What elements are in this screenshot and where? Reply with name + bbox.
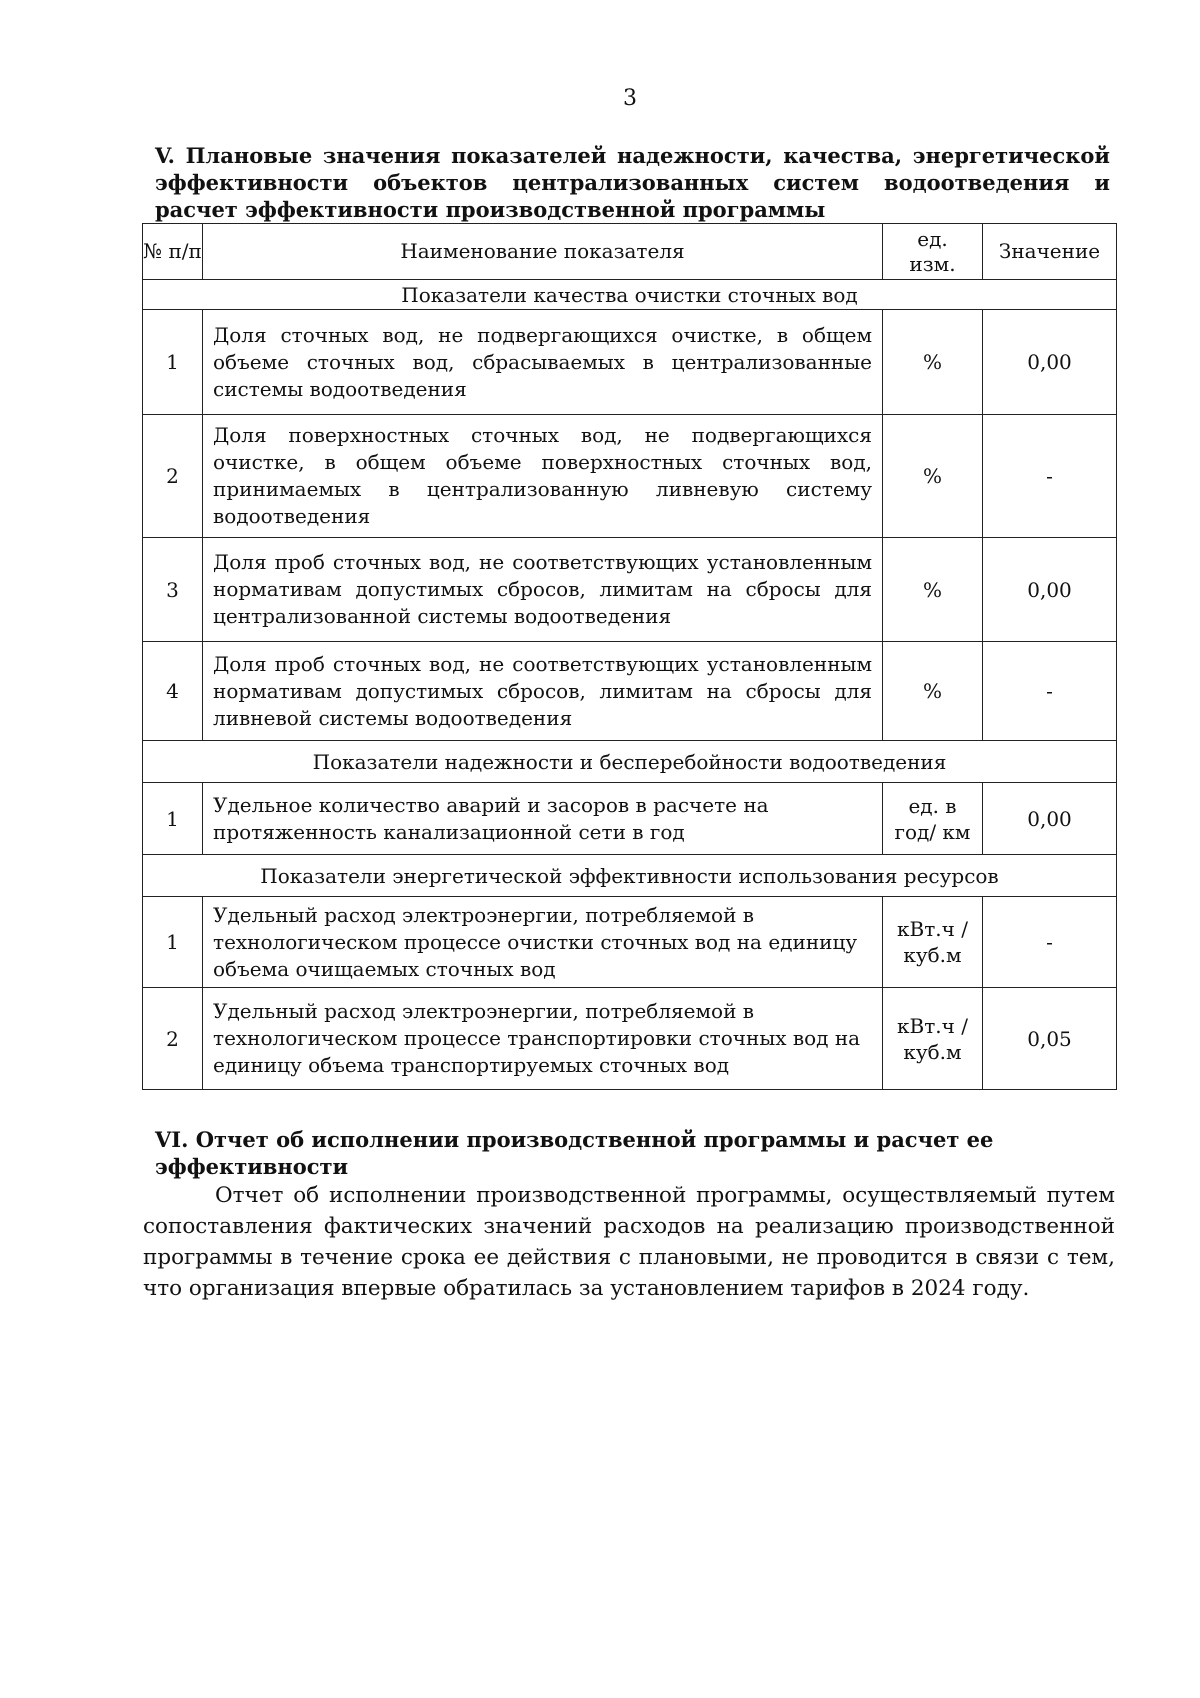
row-unit: кВт.ч / куб.м [883,988,983,1090]
row-unit: кВт.ч / куб.м [883,897,983,988]
header-unit: ед. изм. [883,224,983,280]
row-num: 4 [143,642,203,741]
group-title-energy: Показатели энергетической эффективности использования ресурсов [143,855,1117,897]
row-name: Удельное количество аварий и засоров в расчете на протяженность канализационной сети в год [203,783,883,855]
row-value: - [983,642,1117,741]
page-number: 3 [623,86,637,111]
row-name: Доля проб сточных вод, не соответствующих установленным нормативам допустимых сбросов, лимитам на сбросы для централизованной системы водоотведения [203,538,883,642]
table-row [143,310,1117,415]
row-num: 1 [143,897,203,988]
row-unit: % [883,538,983,642]
header-num: № п/п [143,224,203,280]
row-name: Доля поверхностных сточных вод, не подвергающихся очистке, в общем объеме поверхностных сточных вод, принимаемых в централизованную ливневую систему водоотведения [203,415,883,538]
row-unit: % [883,642,983,741]
table-header-row [143,224,1117,280]
row-name: Доля сточных вод, не подвергающихся очистке, в общем объеме сточных вод, сбрасываемых в централизованные системы водоотведения [203,310,883,415]
group-title-row [143,741,1117,783]
row-unit: % [883,415,983,538]
row-name: Удельный расход электроэнергии, потребляемой в технологическом процессе транспортировки сточных вод на единицу объема транспортируемых сточных вод [203,988,883,1090]
row-value: - [983,897,1117,988]
row-value: 0,00 [983,783,1117,855]
row-value: 0,05 [983,988,1117,1090]
table-row [143,988,1117,1090]
row-unit: % [883,310,983,415]
row-num: 3 [143,538,203,642]
group-title-row [143,855,1117,897]
row-value: 0,00 [983,310,1117,415]
row-num: 1 [143,783,203,855]
section-v-heading: V. Плановые значения показателей надежности, качества, энергетической эффективности объектов централизованных систем водоотведения и расчет эффективности производственной программы [155,143,1110,222]
table-row [143,897,1117,988]
row-num: 1 [143,310,203,415]
row-name: Доля проб сточных вод, не соответствующих установленным нормативам допустимых сбросов, лимитам на сбросы для ливневой системы водоотведения [203,642,883,741]
header-value: Значение [983,224,1117,280]
row-num: 2 [143,988,203,1090]
table-row [143,642,1117,741]
group-title-row [143,280,1117,310]
section-vi-heading: VI. Отчет об исполнении производственной программы и расчет ее эффективности [155,1127,994,1179]
group-title-quality: Показатели качества очистки сточных вод [143,280,1117,310]
header-name: Наименование показателя [203,224,883,280]
group-title-reliability: Показатели надежности и бесперебойности водоотведения [143,741,1117,783]
indicators-table [142,223,1117,1090]
row-value: 0,00 [983,538,1117,642]
row-value: - [983,415,1117,538]
report-paragraph: Отчет об исполнении производственной программы, осуществляемый путем сопоставления фактических значений расходов на реализацию производственной программы в течение срока ее действия с плановыми, не проводится в связи с тем, что организация впервые обратилась за установлением тарифов в 2024 году. [143,1183,1115,1301]
row-num: 2 [143,415,203,538]
table-row [143,415,1117,538]
table-row [143,783,1117,855]
row-unit: ед. в год/ км [883,783,983,855]
row-name: Удельный расход электроэнергии, потребляемой в технологическом процессе очистки сточных вод на единицу объема очищаемых сточных вод [203,897,883,988]
table-row [143,538,1117,642]
